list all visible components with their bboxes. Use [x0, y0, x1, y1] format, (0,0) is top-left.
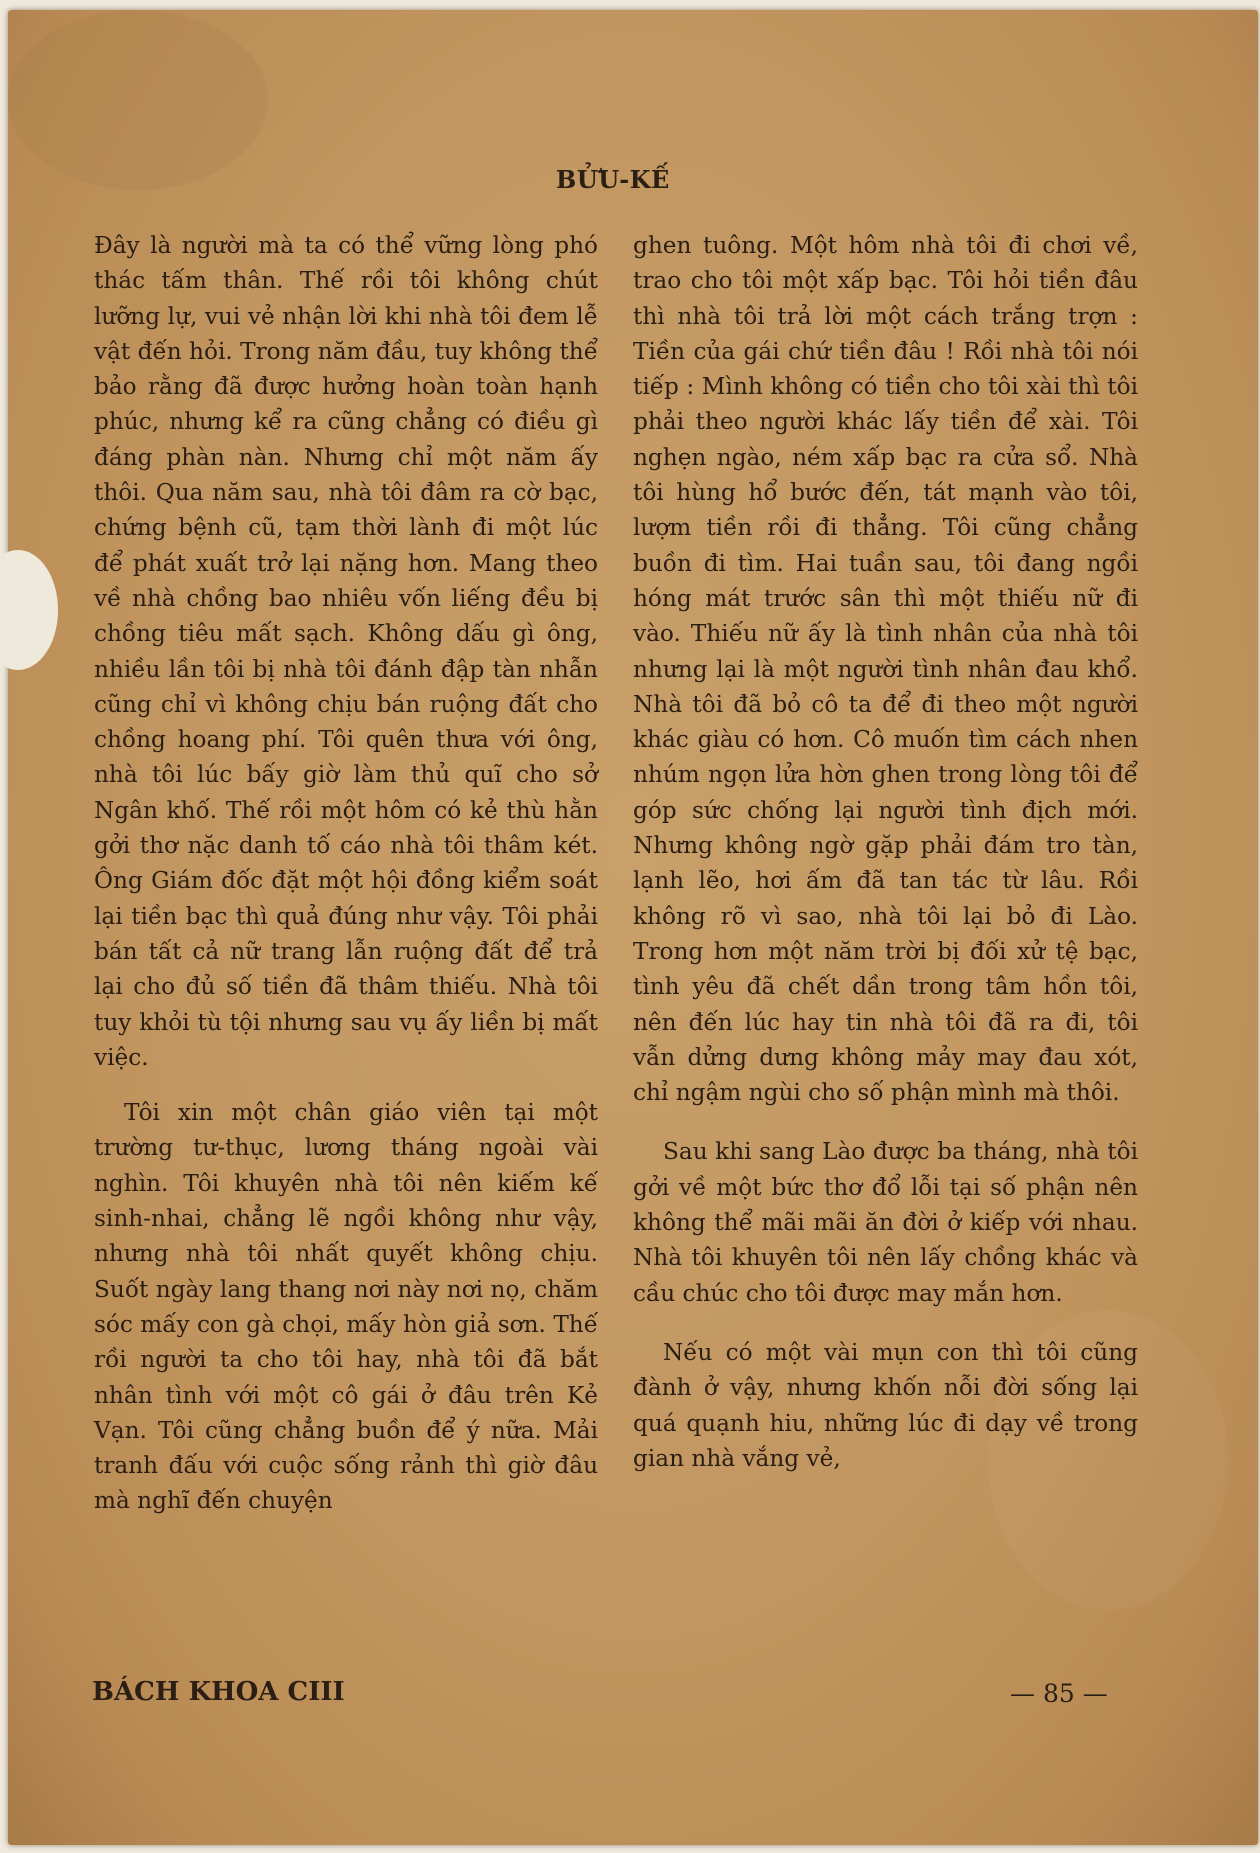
right-column	[633, 228, 1138, 1476]
magazine-name: BÁCH KHOA CIII	[92, 1677, 345, 1707]
paragraph: Nếu có một vài mụn con thì tôi cũng đành ở vậy, nhưng khốn nỗi đời sống lại quá quạnh hiu, những lúc đi dạy về trong gian nhà vắng vẻ,	[633, 1338, 1138, 1472]
paragraph: Tôi xin một chân giáo viên tại một trường tư-thục, lương tháng ngoài vài nghìn. Tôi khuyên nhà tôi nên kiếm kế sinh-nhai, chẳng lẽ ngồi không như vậy, nhưng nhà tôi nhất quyết không chịu. Suốt ngày lang thang nơi này nơi nọ, chăm sóc mấy con gà chọi, mấy hòn giả sơn. Thế rồi người ta cho tôi hay, nhà tôi đã bắt nhân tình với một cô gái ở đâu trên Kẻ Vạn. Tôi cũng chẳng buồn để ý nữa. Mải tranh đấu với cuộc sống rảnh thì giờ đâu mà nghĩ đến chuyện	[94, 1099, 598, 1515]
paragraph: Sau khi sang Lào được ba tháng, nhà tôi gởi về một bức thơ đổ lỗi tại số phận nên không thể mãi mãi ăn đời ở kiếp với nhau. Nhà tôi khuyên tôi nên lấy chồng khác và cầu chúc cho tôi được may mắn hơn.	[633, 1138, 1138, 1307]
left-column	[94, 228, 598, 1519]
page-number: — 85 —	[1010, 1679, 1108, 1708]
running-title: BỬU-KẾ	[556, 165, 670, 194]
torn-edge	[0, 550, 58, 670]
paragraph: ghen tuông. Một hôm nhà tôi đi chơi về, trao cho tôi một xấp bạc. Tôi hỏi tiền đâu thì nhà tôi trả lời một cách trắng trợn : Tiền của gái chứ tiền đâu ! Rồi nhà tôi nói tiếp : Mình không có tiền cho tôi xài thì tôi phải theo người khác lấy tiền để xài. Tôi nghẹn ngào, ném xấp bạc ra cửa sổ. Nhà tôi hùng hổ bước đến, tát mạnh vào tôi, lượm tiền rồi đi thẳng. Tôi cũng chẳng buồn đi tìm. Hai tuần sau, tôi đang ngồi hóng mát trước sân thì một thiếu nữ đi vào. Thiếu nữ ấy là tình nhân của nhà tôi nhưng lại là một người tình nhân đau khổ. Nhà tôi đã bỏ cô ta để đi theo một người khác giàu có hơn. Cô muốn tìm cách nhen nhúm ngọn lửa hờn ghen trong lòng tôi để góp sức chống lại người tình địch mới. Nhưng không ngờ gặp phải đám tro tàn, lạnh lẽo, hơi ấm đã tan tác từ lâu. Rồi không rõ vì sao, nhà tôi lại bỏ đi Lào. Trong hơn một năm trời bị đối xử tệ bạc, tình yêu đã chết dần trong tâm hồn tôi, nên đến lúc hay tin nhà tôi đã ra đi, tôi vẫn dửng dưng không mảy may đau xót, chỉ ngậm ngùi cho số phận mình mà thôi.	[633, 232, 1138, 1107]
paragraph: Đây là người mà ta có thể vững lòng phó thác tấm thân. Thế rồi tôi không chút lưỡng lự, vui vẻ nhận lời khi nhà tôi đem lễ vật đến hỏi. Trong năm đầu, tuy không thể bảo rằng đã được hưởng hoàn toàn hạnh phúc, nhưng kể ra cũng chẳng có điều gì đáng phàn nàn. Nhưng chỉ một năm ấy thôi. Qua năm sau, nhà tôi đâm ra cờ bạc, chứng bệnh cũ, tạm thời lành đi một lúc để phát xuất trở lại nặng hơn. Mang theo về nhà chồng bao nhiêu vốn liếng đều bị chồng tiêu mất sạch. Không dấu gì ông, nhiều lần tôi bị nhà tôi đánh đập tàn nhẫn cũng chỉ vì không chịu bán ruộng đất cho chồng hoang phí. Tôi quên thưa với ông, nhà tôi lúc bấy giờ làm thủ quĩ cho sở Ngân khố. Thế rồi một hôm có kẻ thù hằn gởi thơ nặc danh tố cáo nhà tôi thâm két. Ông Giám đốc đặt một hội đồng kiểm soát lại tiền bạc thì quả đúng như vậy. Tôi phải bán tất cả nữ trang lẫn ruộng đất để trả lại cho đủ số tiền đã thâm thiếu. Nhà tôi tuy khỏi tù tội nhưng sau vụ ấy liền bị mất việc.	[94, 232, 598, 1071]
magazine-page	[8, 10, 1258, 1845]
paper-stain	[8, 10, 268, 190]
